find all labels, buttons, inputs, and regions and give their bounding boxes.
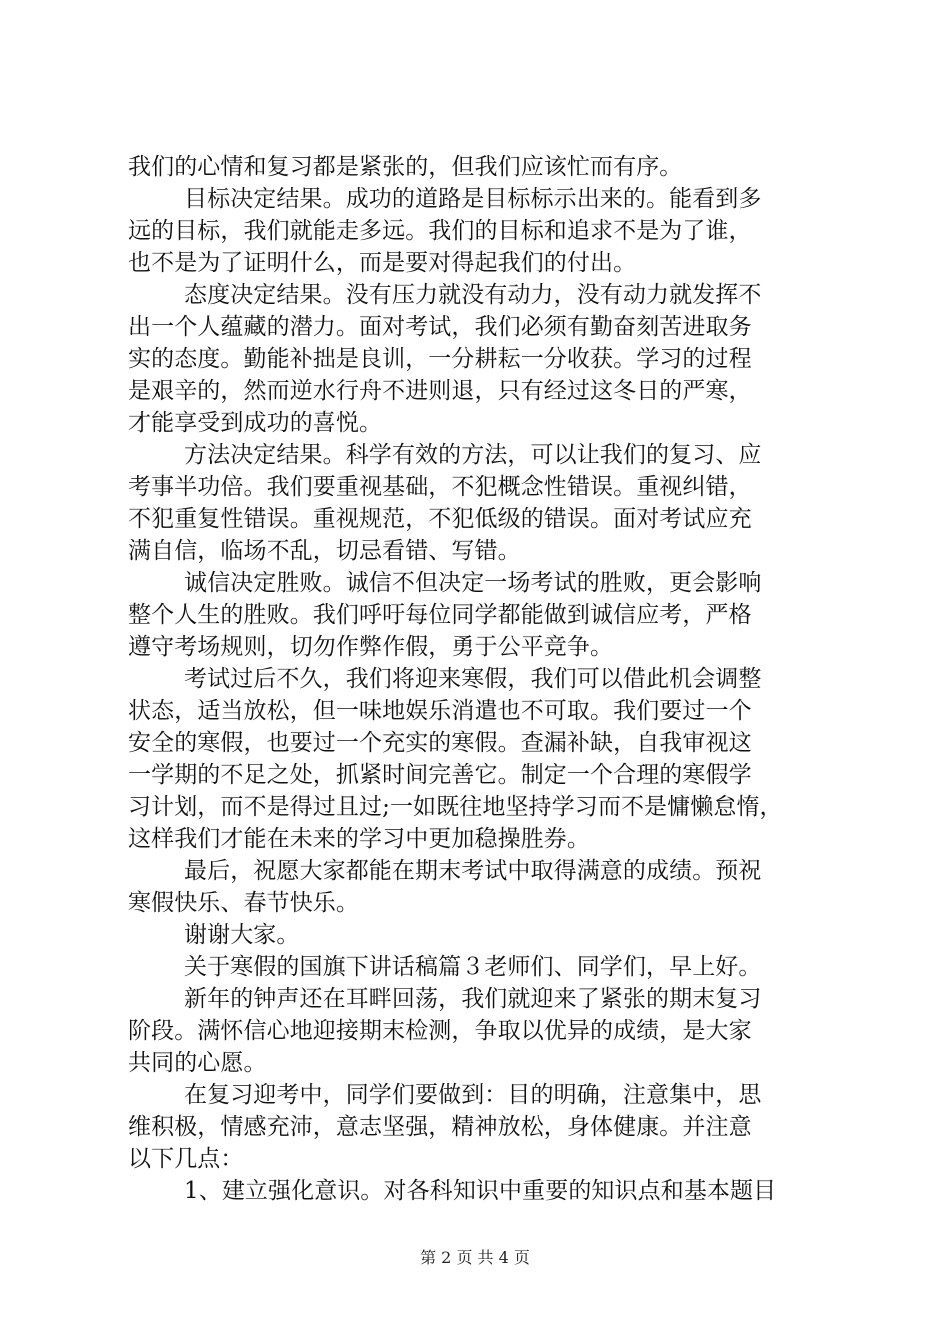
text-line: 远的目标，我们就能走多远。我们的目标和追求不是为了谁， (128, 218, 752, 244)
text-line: 满自信，临场不乱，切忌看错、写错。 (128, 538, 521, 564)
text-line: 关于寒假的国旗下讲话稿篇３老师们、同学们，早上好。 (184, 954, 762, 980)
text-line: 诚信决定胜败。诚信不但决定一场考试的胜败，更会影响 (184, 570, 762, 596)
text-line: 考事半功倍。我们要重视基础，不犯概念性错误。重视纠错， (128, 474, 752, 500)
text-line: 1、建立强化意识。对各科知识中重要的知识点和基本题目 (184, 1178, 777, 1204)
text-line: 以下几点： (128, 1146, 244, 1172)
text-line: 也不是为了证明什么，而是要对得起我们的付出。 (128, 250, 637, 276)
text-line: 共同的心愿。 (128, 1050, 267, 1076)
text-line: 状态，适当放松，但一味地娱乐消遣也不可取。我们要过一个 (128, 698, 752, 724)
document-body (128, 151, 834, 1207)
text-line: 我们的心情和复习都是紧张的，但我们应该忙而有序。 (128, 154, 683, 180)
text-line: 才能享受到成功的喜悦。 (128, 410, 383, 436)
text-line: 考试过后不久，我们将迎来寒假，我们可以借此机会调整 (184, 666, 762, 692)
text-line: 安全的寒假，也要过一个充实的寒假。查漏补缺，自我审视这 (128, 730, 752, 756)
text-line: 一学期的不足之处，抓紧时间完善它。制定一个合理的寒假学 (128, 762, 752, 788)
text-line: 是艰辛的，然而逆水行舟不进则退，只有经过这冬日的严寒， (128, 378, 752, 404)
text-line: 实的态度。勤能补拙是良训，一分耕耘一分收获。学习的过程 (128, 346, 752, 372)
text-line: 习计划，而不是得过且过;一如既往地坚持学习而不是慵懒怠惰， (128, 794, 783, 820)
text-line: 遵守考场规则，切勿作弊作假，勇于公平竞争。 (128, 634, 614, 660)
text-line: 这样我们才能在未来的学习中更加稳操胜券。 (128, 826, 590, 852)
text-line: 整个人生的胜败。我们呼吁每位同学都能做到诚信应考，严格 (128, 602, 752, 628)
text-line: 态度决定结果。没有压力就没有动力，没有动力就发挥不 (184, 282, 762, 308)
text-line: 维积极，情感充沛，意志坚强，精神放松，身体健康。并注意 (128, 1114, 752, 1140)
text-line: 在复习迎考中，同学们要做到：目的明确，注意集中，思 (184, 1082, 762, 1108)
text-line: 谢谢大家。 (184, 922, 300, 948)
text-line: 寒假快乐、春节快乐。 (128, 890, 359, 916)
text-line: 最后，祝愿大家都能在期末考试中取得满意的成绩。预祝 (184, 858, 762, 884)
text-line: 目标决定结果。成功的道路是目标标示出来的。能看到多 (184, 186, 762, 212)
text-line: 方法决定结果。科学有效的方法，可以让我们的复习、应 (184, 442, 762, 468)
text-line: 不犯重复性错误。重视规范，不犯低级的错误。面对考试应充 (128, 506, 752, 532)
text-line: 出一个人蕴藏的潜力。面对考试，我们必须有勤奋刻苦进取务 (128, 314, 752, 340)
page-footer: 第 2 页 共 4 页 (420, 1248, 530, 1267)
text-line: 阶段。满怀信心地迎接期末检测，争取以优异的成绩，是大家 (128, 1018, 752, 1044)
text-line: 新年的钟声还在耳畔回荡，我们就迎来了紧张的期末复习 (184, 986, 762, 1012)
